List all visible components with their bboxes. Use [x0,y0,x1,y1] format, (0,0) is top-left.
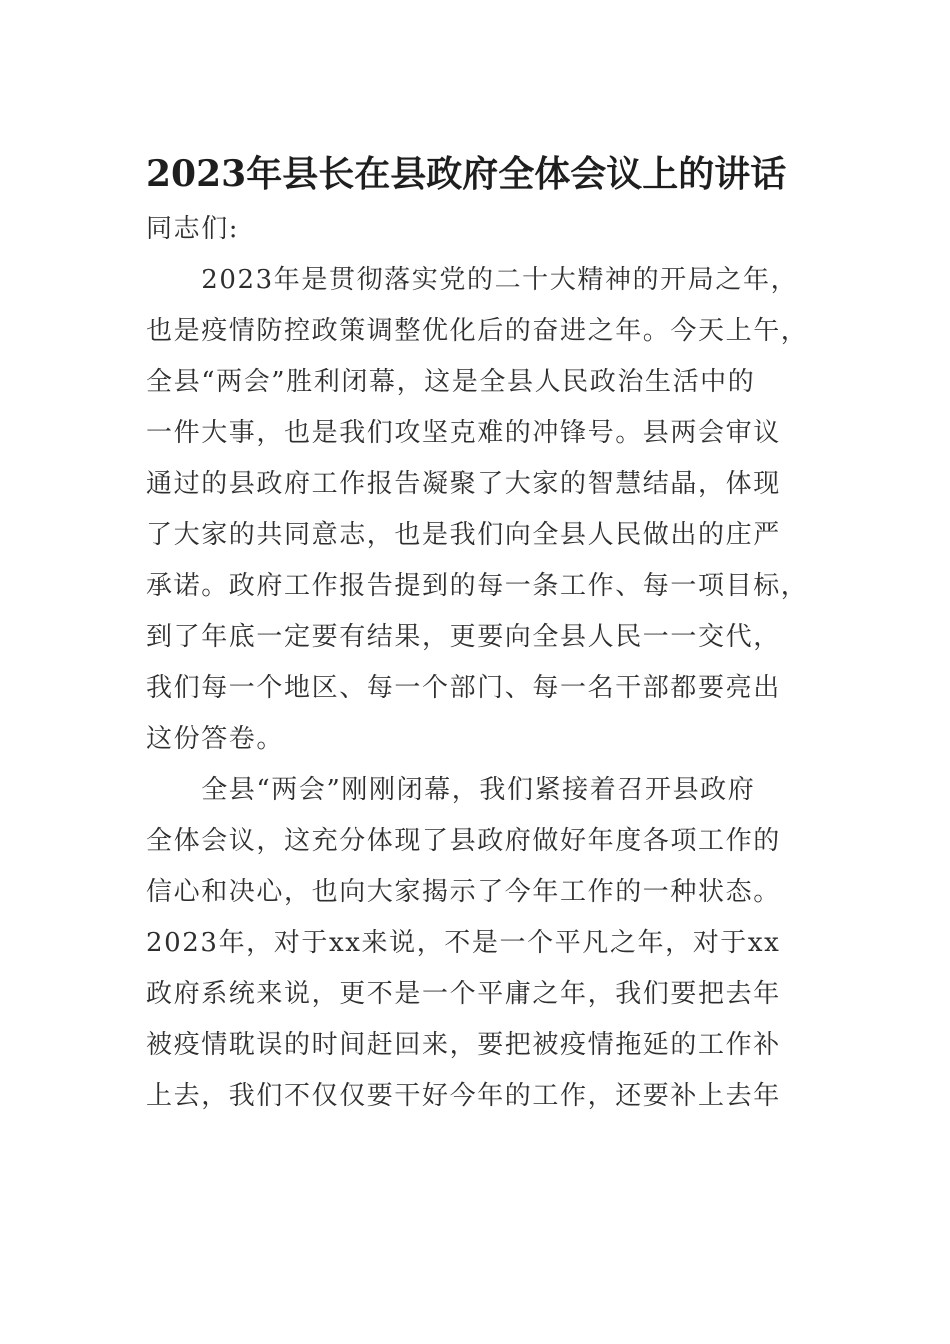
paragraph-line: 我们每一个地区、每一个部门、每一名干部都要亮出 [146,673,781,703]
paragraph-line: 政府系统来说，更不是一个平庸之年，我们要把去年 [146,979,781,1009]
paragraph-line: 承诺。政府工作报告提到的每一条工作、每一项目标， [146,571,809,601]
paragraph-line: 上去，我们不仅仅要干好今年的工作，还要补上去年 [146,1081,781,1111]
paragraph-line: 信心和决心，也向大家揭示了今年工作的一种状态。 [146,877,781,907]
paragraph-2 [146,765,826,1122]
paragraph-line: 2023年是贯彻落实党的二十大精神的开局之年， [146,265,799,295]
paragraph-line: 也是疫情防控政策调整优化后的奋进之年。今天上午， [146,316,809,346]
paragraph-line: 被疫情耽误的时间赶回来，要把被疫情拖延的工作补 [146,1030,781,1060]
paragraph-line: 通过的县政府工作报告凝聚了大家的智慧结晶，体现 [146,469,781,499]
paragraph-line: 全县“两会”刚刚闭幕，我们紧接着召开县政府 [146,775,756,805]
salutation: 同志们: [146,214,240,244]
paragraph-line: 到了年底一定要有结果，更要向全县人民一一交代， [146,622,781,652]
paragraph-line: 全体会议，这充分体现了县政府做好年度各项工作的 [146,826,781,856]
paragraph-line: 这份答卷。 [146,724,285,754]
paragraph-line: 全县“两会”胜利闭幕，这是全县人民政治生活中的 [146,367,756,397]
paragraph-line: 了大家的共同意志，也是我们向全县人民做出的庄严 [146,520,781,550]
document-title: 2023年县长在县政府全体会议上的讲话 [146,153,787,195]
paragraph-1 [146,255,826,765]
document-body [146,204,826,1122]
paragraph-line: 2023年，对于xx来说，不是一个平凡之年，对于xx [146,928,781,958]
paragraph-line: 一件大事，也是我们攻坚克难的冲锋号。县两会审议 [146,418,781,448]
